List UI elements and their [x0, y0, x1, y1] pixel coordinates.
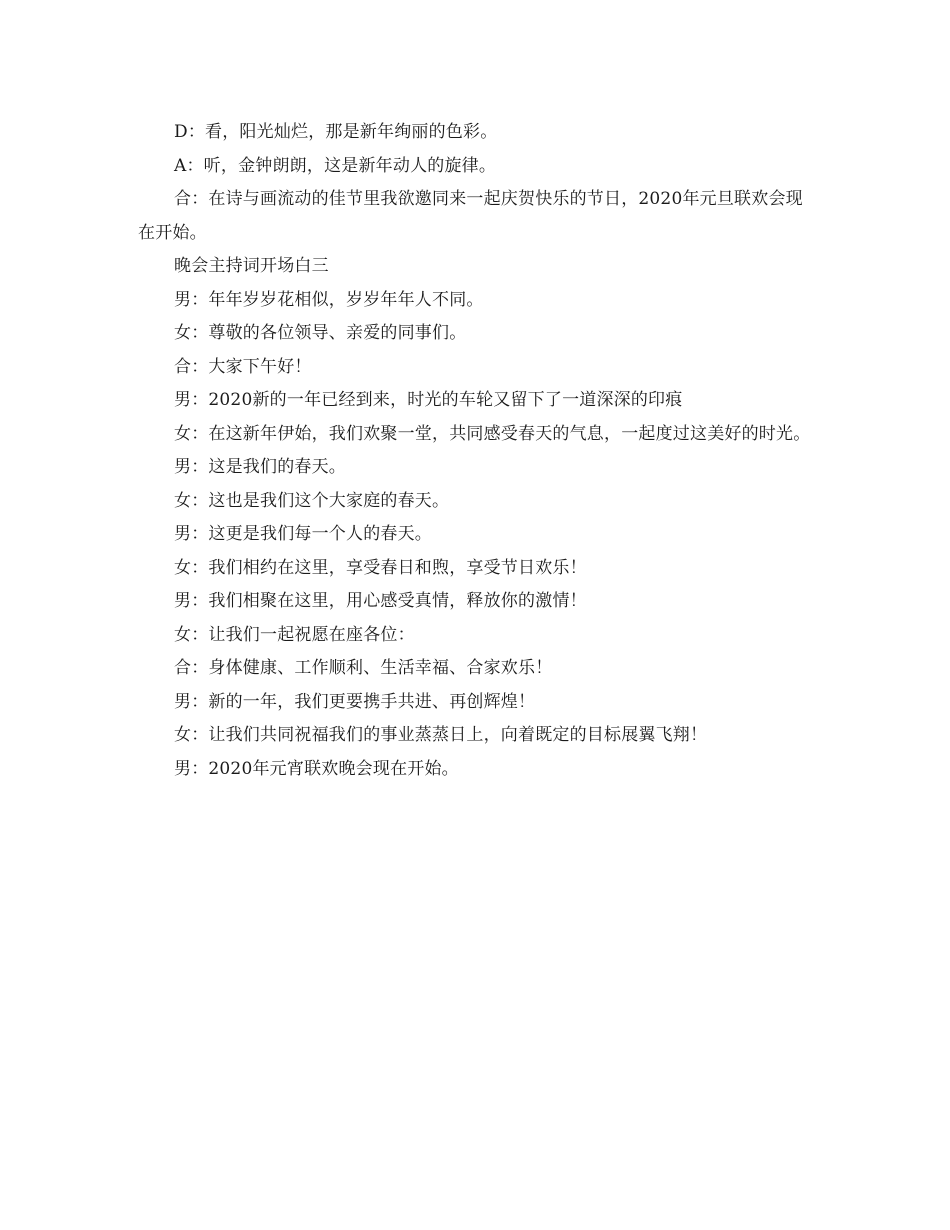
- paragraph: 女：这也是我们这个大家庭的春天。: [174, 490, 450, 511]
- paragraph: 合：在诗与画流动的佳节里我欲邀同来一起庆贺快乐的节日，2020年元旦联欢会现在开始。: [138, 189, 803, 243]
- paragraph: 男：这更是我们每一个人的春天。: [174, 524, 432, 544]
- paragraph: 女：在这新年伊始，我们欢聚一堂，共同感受春天的气息，一起度过这美好的时光。: [174, 423, 811, 444]
- paragraph: 男：2020年元宵联欢晚会现在开始。: [174, 758, 459, 779]
- paragraph: D：看，阳光灿烂，那是新年绚丽的色彩。: [174, 122, 498, 142]
- document-body: [138, 116, 814, 786]
- paragraph: 合：大家下午好！: [174, 356, 312, 377]
- paragraph: 男：我们相聚在这里，用心感受真情，释放你的激情！: [174, 591, 587, 611]
- paragraph: 男：2020新的一年已经到来，时光的车轮又留下了一道深深的印痕: [174, 390, 683, 410]
- paragraph: 女：让我们共同祝福我们的事业蒸蒸日上，向着既定的目标展翼飞翔！: [174, 725, 708, 745]
- section-heading: 晚会主持词开场白三: [174, 256, 329, 276]
- paragraph: 男：年年岁岁花相似，岁岁年年人不同。: [174, 289, 484, 310]
- paragraph: A：听，金钟朗朗，这是新年动人的旋律。: [174, 155, 497, 176]
- paragraph: 女：尊敬的各位领导、亲爱的同事们。: [174, 323, 467, 343]
- paragraph: 合：身体健康、工作顺利、生活幸福、合家欢乐！: [174, 658, 553, 678]
- paragraph: 男：这是我们的春天。: [174, 457, 346, 477]
- paragraph: 女：我们相约在这里，享受春日和煦，享受节日欢乐！: [174, 557, 587, 578]
- paragraph: 男：新的一年，我们更要携手共进、再创辉煌！: [174, 691, 536, 712]
- paragraph: 女：让我们一起祝愿在座各位：: [174, 624, 415, 645]
